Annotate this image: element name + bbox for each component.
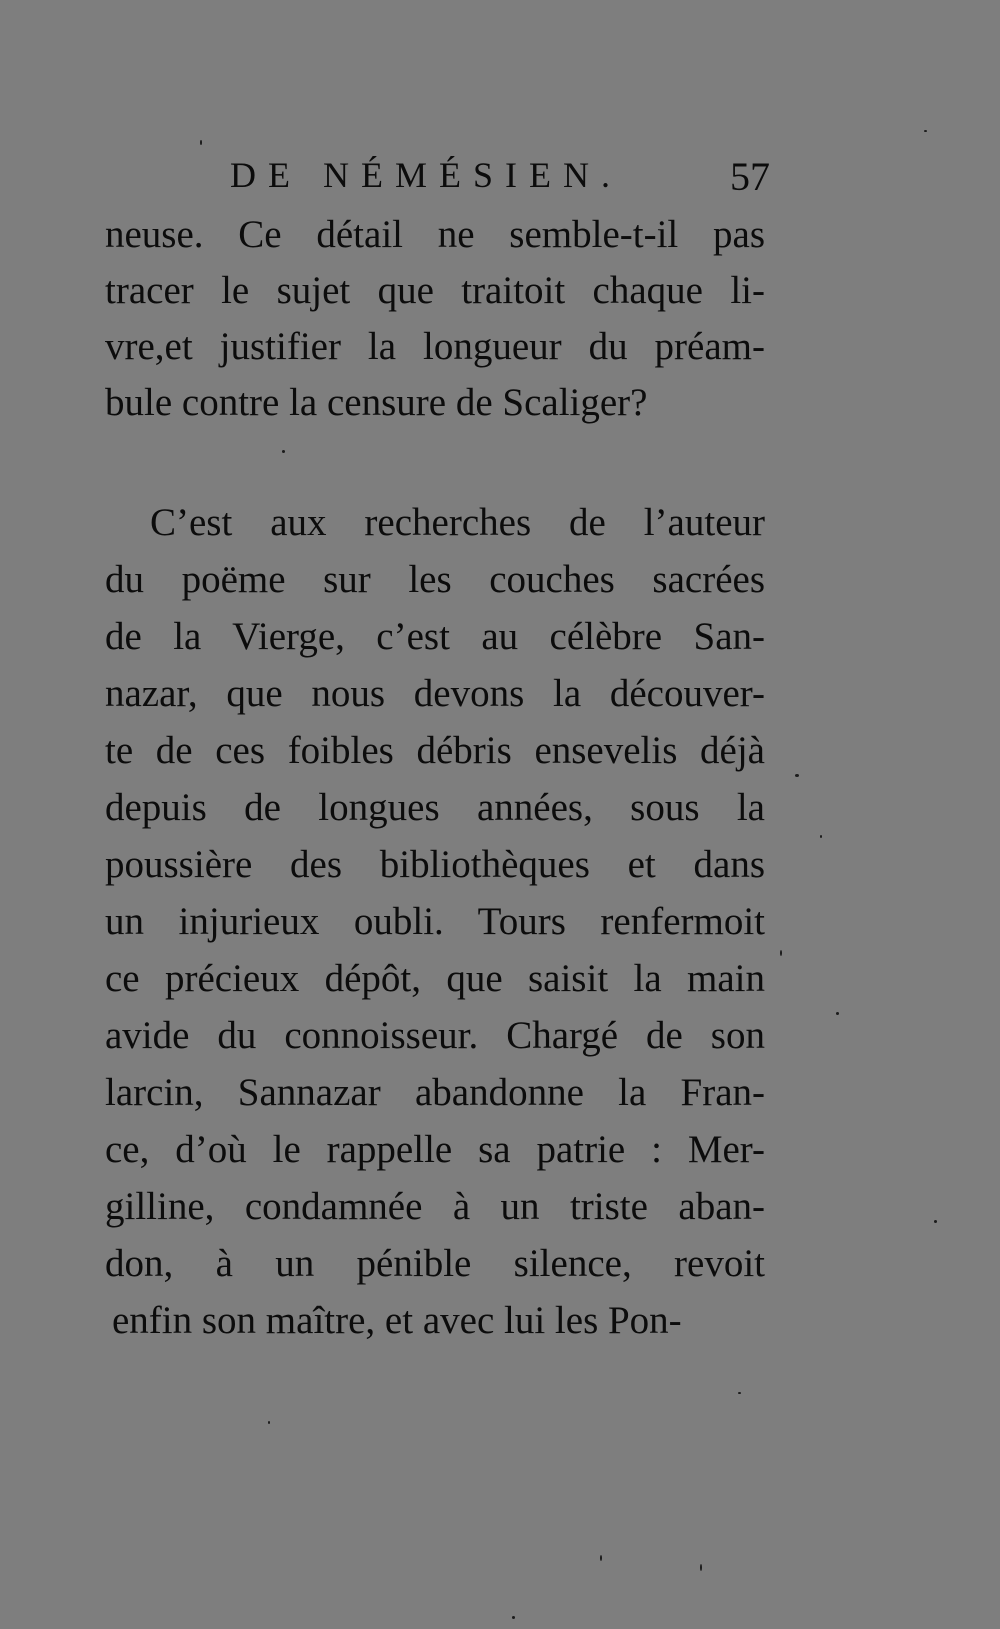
scan-speck: [820, 835, 822, 838]
scan-speck: [600, 1555, 602, 1561]
text-line: depuis de longues années, sous la: [105, 786, 765, 829]
text-line: poussière des bibliothèques et dans: [105, 843, 765, 886]
text-line: nazar, que nous devons la découver-: [105, 672, 765, 715]
scan-speck: [282, 450, 285, 453]
text-line: bule contre la censure de Scaliger?: [105, 381, 648, 424]
text-line: tracer le sujet que traitoit chaque li-: [105, 269, 765, 312]
text-line: de la Vierge, c’est au célèbre San-: [105, 615, 765, 658]
text-line: don, à un pénible silence, revoit: [105, 1242, 765, 1285]
text-line: un injurieux oubli. Tours renfermoit: [105, 900, 765, 943]
page-number: 57: [730, 154, 770, 199]
text-line: larcin, Sannazar abandonne la Fran-: [105, 1071, 765, 1114]
scan-speck: [268, 1421, 270, 1424]
text-line: te de ces foibles débris ensevelis déjà: [105, 729, 765, 772]
page-header: [230, 150, 770, 200]
text-line: du poëme sur les couches sacrées: [105, 558, 765, 601]
text-line: enfin son maître, et avec lui les Pon-: [112, 1299, 682, 1342]
text-line: avide du connoisseur. Chargé de son: [105, 1014, 765, 1057]
scan-speck: [795, 774, 799, 777]
scan-speck: [512, 1616, 515, 1619]
scan-speck: [700, 1564, 702, 1571]
running-title: DE NÉMÉSIEN.: [230, 155, 622, 195]
scan-speck: [780, 950, 782, 956]
text-line: gilline, condamnée à un triste aban-: [105, 1185, 765, 1228]
text-line: vre,et justifier la longueur du préam-: [105, 325, 765, 368]
text-line: C’est aux recherches de l’auteur: [150, 501, 765, 544]
text-line: neuse. Ce détail ne semble-t-il pas: [105, 213, 765, 256]
scan-speck: [836, 1012, 839, 1015]
scan-speck: [200, 140, 202, 145]
text-line: ce précieux dépôt, que saisit la main: [105, 957, 765, 1000]
text-line: ce, d’où le rappelle sa patrie : Mer-: [105, 1128, 765, 1171]
scan-speck: [934, 1220, 937, 1223]
scan-speck: [924, 130, 927, 132]
scan-speck: [738, 1392, 741, 1394]
